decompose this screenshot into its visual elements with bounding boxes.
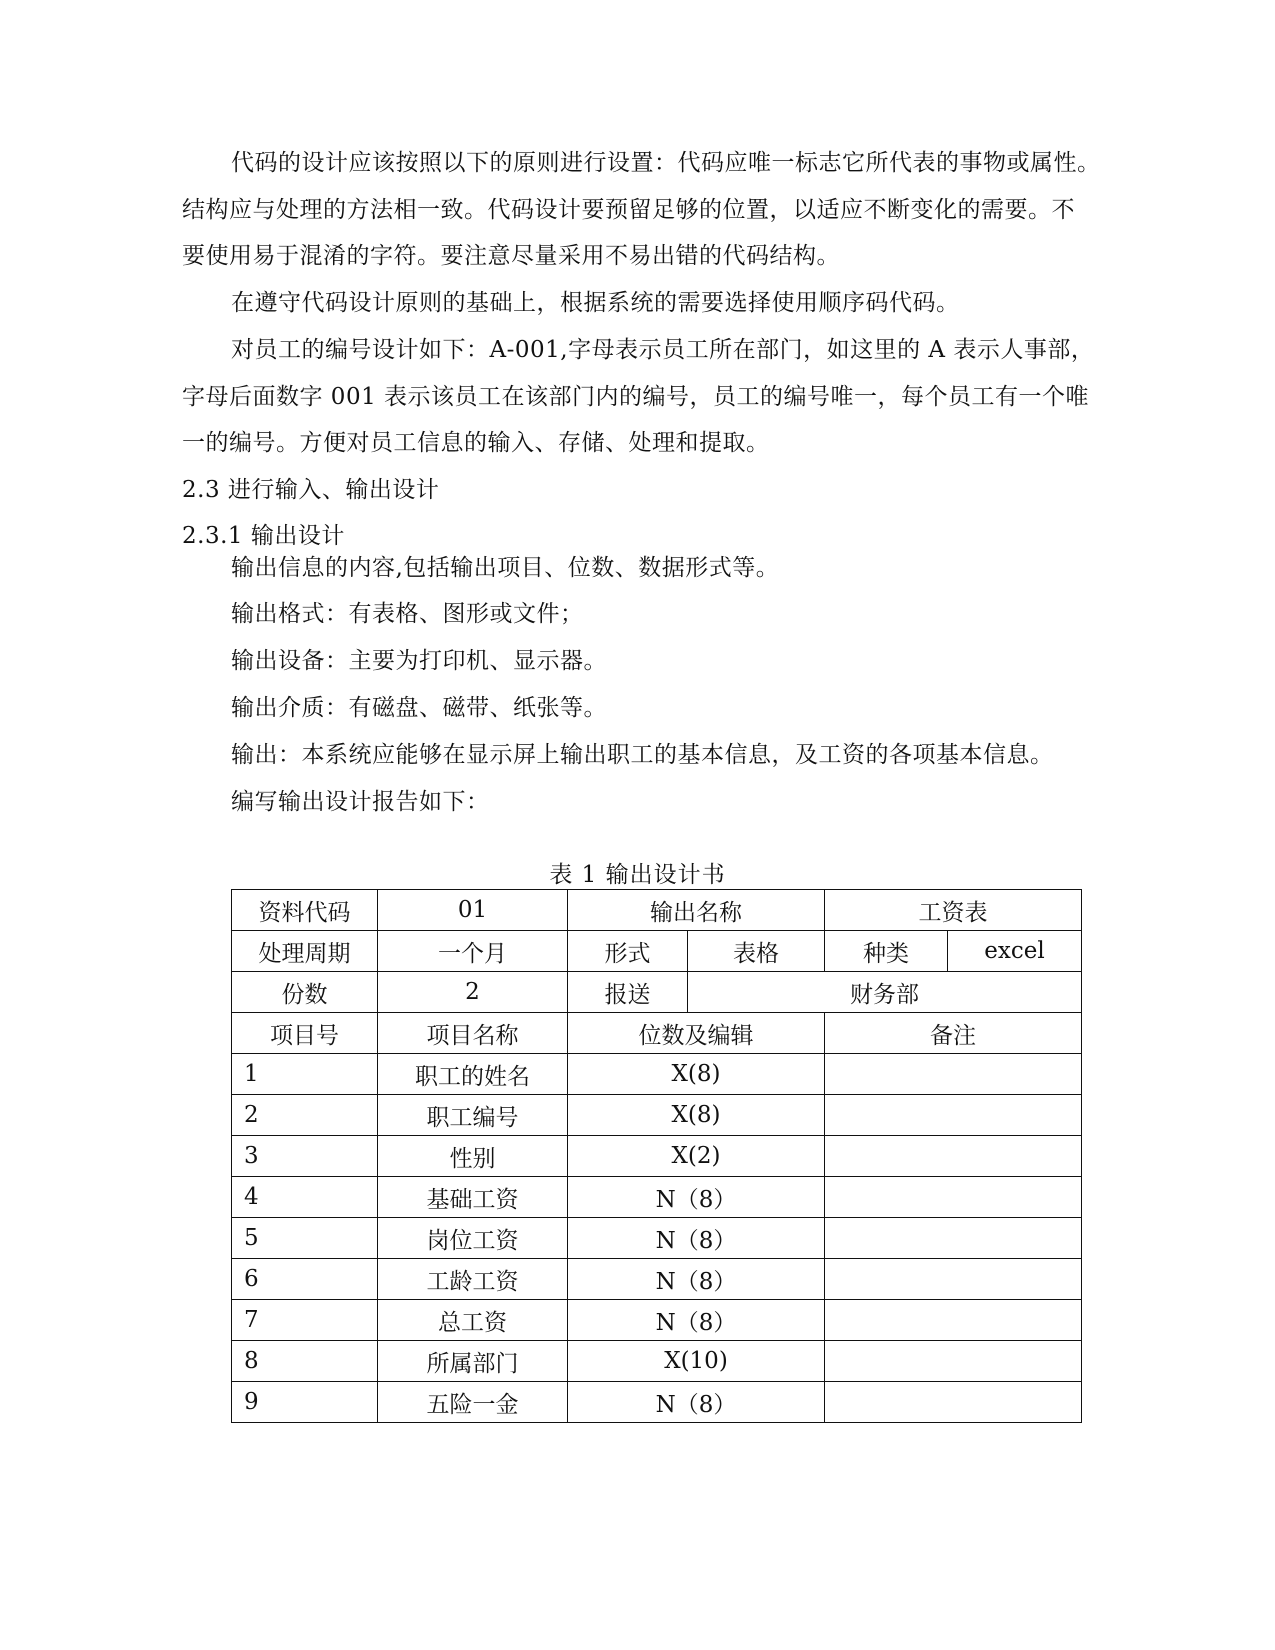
- item-no-cell: 6: [232, 1259, 378, 1300]
- table-row: [232, 1341, 1082, 1382]
- table-row: [232, 1054, 1082, 1095]
- item-name-cell: 基础工资: [378, 1177, 568, 1218]
- report-intro-text: 编写输出设计报告如下：: [231, 789, 490, 815]
- table-header-row-2: [232, 931, 1082, 972]
- item-digits-cell: N（8）: [568, 1218, 825, 1259]
- output-format-text: 输出格式：有表格、图形或文件；: [231, 601, 584, 627]
- paragraph-code-principles-line2: 结构应与处理的方法相一致。代码设计要预留足够的位置，以适应不断变化的需要。不: [182, 197, 1075, 223]
- paragraph-employee-id-line3: 一的编号。方便对员工信息的输入、存储、处理和提取。: [182, 430, 770, 456]
- copies-value: 2: [378, 972, 568, 1013]
- form-label: 形式: [568, 931, 688, 972]
- period-label: 处理周期: [232, 931, 378, 972]
- table-caption: 表 1 输出设计书: [549, 862, 726, 888]
- item-no-cell: 4: [232, 1177, 378, 1218]
- output-medium-text: 输出介质：有磁盘、磁带、纸张等。: [231, 695, 607, 721]
- form-value: 表格: [688, 931, 825, 972]
- item-digits-cell: N（8）: [568, 1300, 825, 1341]
- item-name-cell: 工龄工资: [378, 1259, 568, 1300]
- paragraph-sequence-code: 在遵守代码设计原则的基础上，根据系统的需要选择使用顺序码代码。: [231, 290, 960, 316]
- table-row: [232, 1382, 1082, 1423]
- item-name-cell: 岗位工资: [378, 1218, 568, 1259]
- heading-2-3: 2.3 进行输入、输出设计: [182, 477, 440, 503]
- item-note-cell: [825, 1341, 1082, 1382]
- item-name-cell: 性别: [378, 1136, 568, 1177]
- item-no-cell: 5: [232, 1218, 378, 1259]
- output-name-value: 工资表: [825, 890, 1082, 931]
- item-digits-cell: X(10): [568, 1341, 825, 1382]
- item-digits-cell: N（8）: [568, 1259, 825, 1300]
- kind-value: excel: [948, 931, 1082, 972]
- item-note-cell: [825, 1177, 1082, 1218]
- item-name-cell: 总工资: [378, 1300, 568, 1341]
- send-label: 报送: [568, 972, 688, 1013]
- table-header-row-3: [232, 972, 1082, 1013]
- item-name-cell: 职工编号: [378, 1095, 568, 1136]
- column-header-item-no: 项目号: [232, 1013, 378, 1054]
- heading-2-3-1: 2.3.1 输出设计: [182, 523, 345, 549]
- item-no-cell: 9: [232, 1382, 378, 1423]
- table-row: [232, 1300, 1082, 1341]
- table-row: [232, 1136, 1082, 1177]
- output-content-text: 输出信息的内容,包括输出项目、位数、数据形式等。: [231, 555, 780, 581]
- item-digits-cell: N（8）: [568, 1382, 825, 1423]
- data-code-label: 资料代码: [232, 890, 378, 931]
- period-value: 一个月: [378, 931, 568, 972]
- item-note-cell: [825, 1300, 1082, 1341]
- paragraph-code-principles-line1: 代码的设计应该按照以下的原则进行设置：代码应唯一标志它所代表的事物或属性。: [231, 150, 1101, 176]
- column-header-digits: 位数及编辑: [568, 1013, 825, 1054]
- item-note-cell: [825, 1054, 1082, 1095]
- item-note-cell: [825, 1136, 1082, 1177]
- item-name-cell: 五险一金: [378, 1382, 568, 1423]
- table-row: [232, 1218, 1082, 1259]
- send-value: 财务部: [688, 972, 1082, 1013]
- item-digits-cell: X(2): [568, 1136, 825, 1177]
- output-name-label: 输出名称: [568, 890, 825, 931]
- paragraph-employee-id-line1: 对员工的编号设计如下：A-001,字母表示员工所在部门，如这里的 A 表示人事部，: [231, 337, 1095, 363]
- table-column-header-row: [232, 1013, 1082, 1054]
- table-header-row-1: [232, 890, 1082, 931]
- table-row: [232, 1259, 1082, 1300]
- item-note-cell: [825, 1382, 1082, 1423]
- item-digits-cell: N（8）: [568, 1177, 825, 1218]
- item-digits-cell: X(8): [568, 1054, 825, 1095]
- item-no-cell: 7: [232, 1300, 378, 1341]
- table-row: [232, 1095, 1082, 1136]
- output-device-text: 输出设备：主要为打印机、显示器。: [231, 648, 607, 674]
- item-no-cell: 8: [232, 1341, 378, 1382]
- item-note-cell: [825, 1218, 1082, 1259]
- item-digits-cell: X(8): [568, 1095, 825, 1136]
- item-no-cell: 2: [232, 1095, 378, 1136]
- table-row: [232, 1177, 1082, 1218]
- kind-label: 种类: [825, 931, 948, 972]
- paragraph-employee-id-line2: 字母后面数字 001 表示该员工在该部门内的编号，员工的编号唯一，每个员工有一个唯: [182, 384, 1090, 410]
- column-header-item-name: 项目名称: [378, 1013, 568, 1054]
- item-name-cell: 所属部门: [378, 1341, 568, 1382]
- item-no-cell: 1: [232, 1054, 378, 1095]
- column-header-note: 备注: [825, 1013, 1082, 1054]
- item-note-cell: [825, 1259, 1082, 1300]
- output-description-text: 输出：本系统应能够在显示屏上输出职工的基本信息，及工资的各项基本信息。: [231, 742, 1054, 768]
- data-code-value: 01: [378, 890, 568, 931]
- item-note-cell: [825, 1095, 1082, 1136]
- output-design-table: [231, 889, 1082, 1423]
- paragraph-code-principles-line3: 要使用易于混淆的字符。要注意尽量采用不易出错的代码结构。: [182, 243, 840, 269]
- copies-label: 份数: [232, 972, 378, 1013]
- item-no-cell: 3: [232, 1136, 378, 1177]
- item-name-cell: 职工的姓名: [378, 1054, 568, 1095]
